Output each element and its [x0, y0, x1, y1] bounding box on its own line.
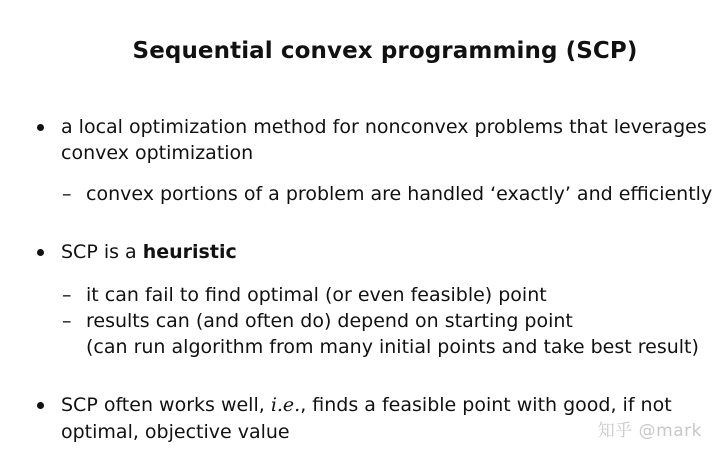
sub-bullet-dash: – [62, 183, 72, 205]
bullet-2-line-1 [61, 239, 237, 265]
bullet-3-line-1 [61, 392, 672, 418]
sub-bullet-dash: – [62, 310, 72, 332]
bullet-2-prefix: SCP is a [61, 241, 143, 263]
bullet-2-sub-2: results can (and often do) depend on starting point [86, 310, 573, 332]
bullet-2-emphasis: heuristic [142, 241, 237, 263]
bullet-3-prefix: SCP often works well, [61, 394, 271, 416]
bullet-3-suffix: , finds a feasible point with good, if not [300, 394, 672, 416]
slide-title: Sequential convex programming (SCP) [132, 38, 638, 64]
bullet-2-sub-1: it can fail to find optimal (or even feasible) point [86, 284, 547, 306]
bullet-marker [37, 124, 44, 131]
bullet-1-line-1: a local optimization method for nonconvex problems that leverages [61, 116, 707, 138]
bullet-marker [37, 249, 44, 256]
bullet-2-sub-2-continuation: (can run algorithm from many initial points and take best result) [86, 336, 699, 358]
sub-bullet-dash: – [62, 284, 72, 306]
bullet-3-italic: i.e. [270, 394, 301, 416]
bullet-3-line-2: optimal, objective value [61, 421, 290, 443]
bullet-1-line-2: convex optimization [61, 142, 254, 164]
bullet-marker [37, 402, 44, 409]
bullet-1-sub-1: convex portions of a problem are handled ‘exactly’ and efficiently [86, 183, 713, 205]
watermark: 知乎 @mark [597, 421, 702, 441]
